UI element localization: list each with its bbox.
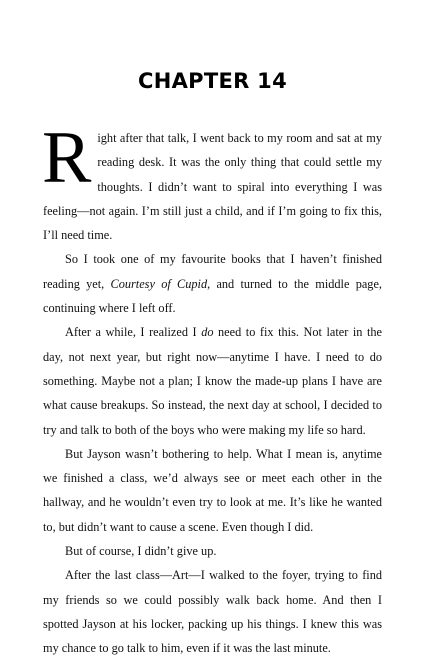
paragraph-4: But Jayson wasn’t bothering to help. What I mean is, anytime we finished a class, we’d always see or meet each other in the hallway, and he wouldn’t even try to look at me. It’s like he wanted to, but didn’t want to cause a scene. Even though I did. — [43, 446, 382, 534]
paragraph-2-text-after: , and turned to the middle page, continuing where I left off. — [43, 276, 382, 316]
book-title-italic: Courtesy of Cupid — [110, 276, 208, 291]
paragraph-1 — [42, 117, 382, 247]
paragraph-3-text-after: need to fix this. Not later in the day, not next year, but right now—anytime I have. I need to do something. Maybe not a plan; I know the made-up plans I have are what cause breakups. So instead, the next day at school, I decided to try and talk to both of the boys who were making my life so hard. — [43, 325, 383, 437]
emphasis-word: do — [201, 325, 214, 340]
chapter-title: CHAPTER 14 — [137, 69, 287, 93]
paragraph-3-text-before: After a while, I realized I — [65, 325, 202, 340]
paragraph-2 — [43, 247, 382, 320]
paragraph-5: But of course, I didn’t give up. — [65, 544, 217, 559]
paragraph-6: After the last class—Art—I walked to the foyer, trying to find my friends so we could possibly walk back home. And then I spotted Jayson at his locker, packing up his things. I knew this was my chance to go talk to him, even if it was the last minute. — [43, 568, 382, 656]
drop-cap-letter: R — [42, 117, 92, 199]
paragraph-2-text-before: So I took one of my favourite books that I haven’t finished reading yet, — [43, 252, 382, 291]
paragraph-3 — [43, 320, 382, 441]
chapter-body — [42, 117, 383, 661]
paragraph-1-text: ight after that talk, I went back to my room and sat at my reading desk. It was the only thing that could settle my thoughts. I didn’t want to spiral into everything I was feeling—not again. I’m still just a child, and if I’m going to fix this, I’ll need time. — [43, 131, 382, 243]
